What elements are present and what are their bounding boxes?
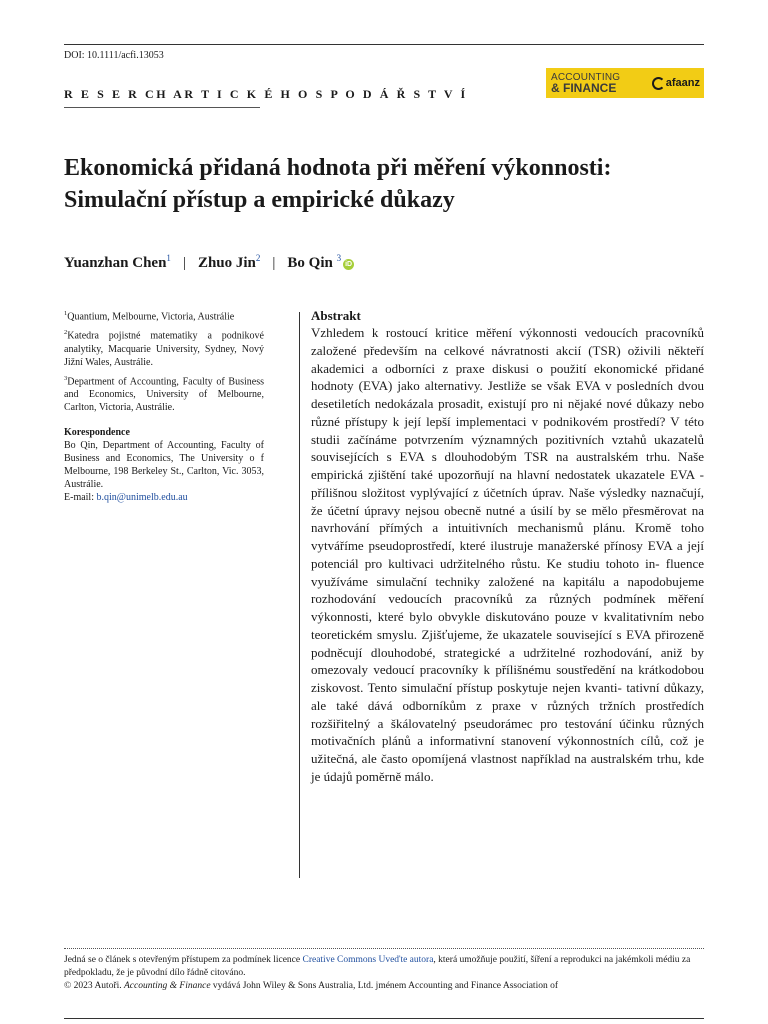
top-rule: [64, 44, 704, 45]
author-separator: |: [182, 255, 186, 271]
affiliations-column: [64, 307, 264, 504]
affiliation-sup: 3: [64, 374, 68, 382]
journal-logo-line1: ACCOUNTING: [551, 72, 621, 83]
affiliation: [64, 372, 264, 414]
email-link[interactable]: b.qin@unimelb.edu.au: [96, 491, 188, 503]
doi-text: DOI: 10.1111/acfi.13053: [64, 50, 164, 61]
abstract-section: [311, 307, 704, 786]
copyright-text: © 2023 Autoři.: [64, 981, 124, 991]
section-underline: [64, 107, 260, 108]
abstract-heading: Abstrakt: [311, 308, 361, 323]
afaanz-logo: [652, 77, 700, 90]
copyright-note: [64, 980, 714, 993]
journal-logo-line2: & FINANCE: [551, 81, 617, 95]
affiliation: [64, 307, 264, 323]
correspondence-text: Bo Qin, Department of Accounting, Faculty of Business and Economics, The University o f Melbourne, 198 Berkeley St., Carlton, Vic. 3053, Austrálie.: [64, 439, 264, 490]
affiliation-text: Quantium, Melbourne, Victoria, Austrálie: [67, 311, 235, 323]
license-text: , která umožňuje použití, šíření a reprodukci na jakémkoli médiu za předpokladu, že je původní dílo řádně citováno.: [64, 955, 691, 978]
affiliation-sup: 1: [64, 310, 68, 317]
author-list: [64, 253, 354, 272]
afaanz-mark-icon: [652, 77, 665, 90]
journal-logo: [546, 68, 704, 98]
affiliation-text: Katedra pojistné matematiky a podnikové analytiky, Macquarie University, Sydney, Nový Jižní Wales, Austrálie.: [64, 330, 264, 368]
author-name[interactable]: Zhuo Jin: [197, 255, 256, 271]
section-label: R E S E R CH AR T I C K É H O S P O D Á Ř S T V Í: [64, 87, 468, 101]
license-link[interactable]: Creative Commons Uveďte autora: [302, 955, 434, 965]
abstract-body: Vzhledem k rostoucí kritice měření výkonnosti vedoucích pracovníků založené především na celkové návratnosti akcií (TSR) oživili někteří akademici a odborníci z praxe diskusi o použití ekonomické přidané hodnoty (EVA) jako alternativy. Jestliže se však EVA v posledních dvou desetiletích nedokázala prosadit, existují pro ni nějaké nové důkazy nebo různé přístupy k její lepší implementaci v podnikovém prostředí? V této studii začínáme potvrzením významných pozitivních vztahů ukazatelů souvisejících s EVA s dlouhodobým TSR na australském trhu. Naše empirická zjištění také upozorňují na hlavní nedostatek ukazatele EVA - přílišnou složitost vyplývající z účetních úprav. Naše výsledky naznačují, že účetní úpravy nejsou obecně nutné a úsilí by se mělo přesměrovat na navrhování přímých a intuitivních mechanismů plánu. Kromě toho vytváříme pseudoprostředí, které ilustruje manažerské přínosy EVA a její potenciál pro kultivaci udržitelného růstu. Ke studiu tohoto in- fluence využíváme simulační techniky založené na kapitálu a napodobujeme rozhodování vedoucích pracovníků za různých podmínek měření výkonnosti, které bylo obvykle diskutováno pouze v kvalitativním nebo teoretickém smyslu. Zjišťujeme, že ukazatele související s EVA přirozeně podněcují dlouhodobé, strategické a udržitelné rozhodování, aniž by omezovaly vedoucí pracovníky k přílišnému soustředění na krátkodobou ziskovost. Tento simulační přístup poskytuje nejen kvanti- tativní důkazy, ale také dává odborníkům z praxe v různých tržních prostředích rozšiřitelný a škálovatelný pseudorámec pro testování účinku různých motivačních plánů a informativní stanovení výkonnostních cílů, což je užitečná, ale často opomíjená vlastnost například na australském trhu, kde je údajů poměrně málo.: [311, 325, 704, 784]
license-note: [64, 954, 714, 980]
author-name[interactable]: Yuanzhan Chen: [64, 255, 167, 271]
orcid-icon[interactable]: iD: [345, 261, 353, 268]
afaanz-logo-text: afaanz: [665, 77, 700, 89]
column-divider: [299, 312, 300, 878]
license-text: Jedná se o článek s otevřeným přístupem za podmínek licence: [64, 955, 303, 965]
author-affil-sup[interactable]: 1: [166, 253, 171, 263]
article-title: Ekonomická přidaná hodnota při měření výkonnosti: Simulační přístup a empirické důkazy: [64, 155, 612, 213]
copyright-text: vydává John Wiley & Sons Australia, Ltd. jménem Accounting and Finance Association of: [210, 981, 558, 991]
journal-name: Accounting & Finance: [124, 981, 211, 991]
author-name[interactable]: Bo Qin: [287, 255, 333, 271]
journal-logo-text: [546, 73, 620, 93]
author-affil-sup[interactable]: 2: [255, 253, 261, 263]
license-footnote: [64, 954, 714, 993]
bottom-rule: [64, 1018, 704, 1019]
correspondence-heading: Korespondence: [64, 426, 130, 438]
author-affil-sup[interactable]: 3: [336, 253, 342, 263]
email-label: E-mail:: [64, 491, 97, 503]
affiliation-sup: 2: [64, 329, 68, 337]
correspondence-email: [64, 491, 264, 504]
footnote-divider: [64, 948, 704, 949]
author-separator: |: [272, 255, 276, 271]
affiliation: [64, 326, 264, 368]
affiliation-text: Department of Accounting, Faculty of Business and Economics, University of Melbourne, Carlton, Victoria, Austrálie.: [64, 375, 264, 413]
